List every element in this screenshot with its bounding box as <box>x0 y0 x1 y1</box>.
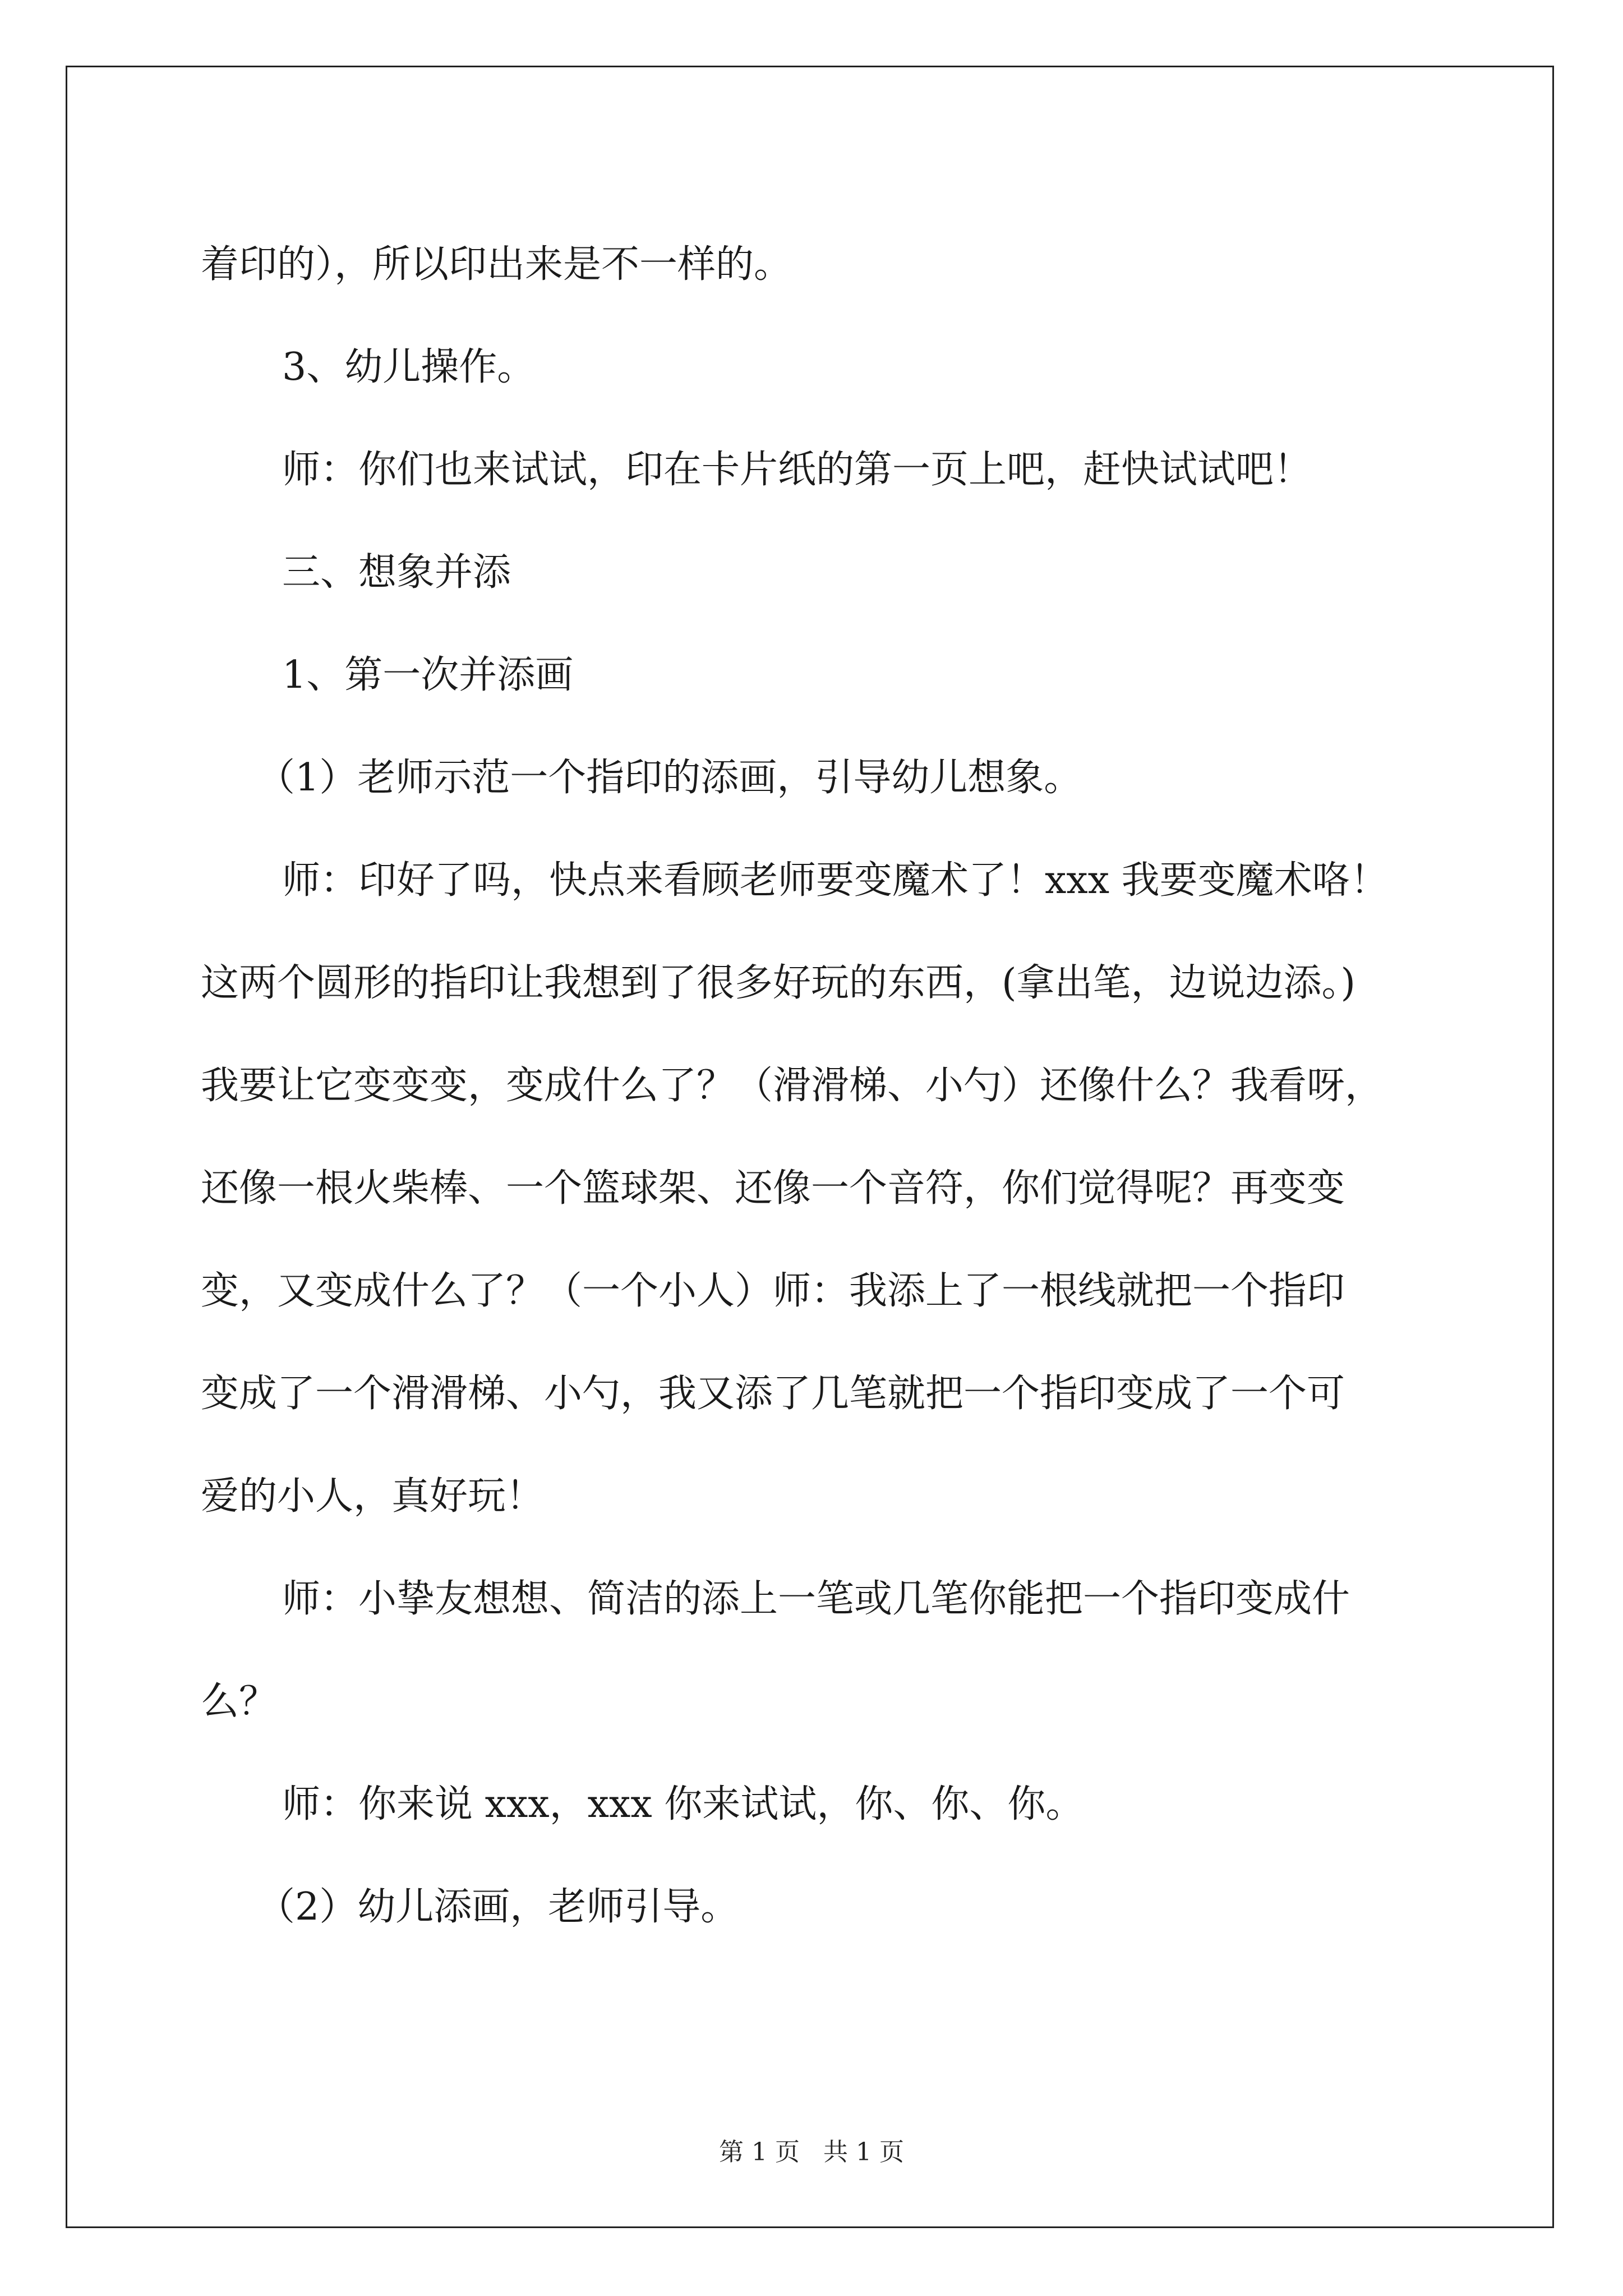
paragraph-line: 还像一根火柴棒、一个篮球架、还像一个音符，你们觉得呢？再变变 <box>201 1166 1345 1211</box>
paragraph-line: 这两个圆形的指印让我想到了很多好玩的东西，(拿出笔，边说边添。) <box>201 961 1356 1005</box>
document-body <box>201 213 1435 1958</box>
paragraph-line: 变，又变成什么了？（一个小人）师：我添上了一根线就把一个指印 <box>201 1269 1345 1313</box>
paragraph-line: （1）老师示范一个指印的添画，引导幼儿想象。 <box>257 756 1082 800</box>
section-heading: 三、想象并添 <box>282 550 511 595</box>
paragraph-line: 师：你们也来试试，印在卡片纸的第一页上吧，赶快试试吧！ <box>282 448 1312 492</box>
page-number-total: 共 1 页 <box>823 2138 904 2166</box>
paragraph-line: 着印的），所以印出来是不一样的。 <box>201 242 792 287</box>
paragraph-line: 3、幼儿操作。 <box>282 345 536 389</box>
paragraph-line: 爱的小人，真好玩！ <box>201 1474 545 1519</box>
paragraph-line: 么？ <box>201 1680 278 1724</box>
subsection-heading: 1、第一次并添画 <box>282 653 574 697</box>
paragraph-line: 师：小挚友想想、简洁的添上一笔或几笔你能把一个指印变成什 <box>282 1577 1350 1621</box>
paragraph-line: 我要让它变变变，变成什么了？（滑滑梯、小勺）还像什么？我看呀， <box>201 1064 1384 1108</box>
paragraph-line: 变成了一个滑滑梯、小勺，我又添了几笔就把一个指印变成了一个可 <box>201 1372 1345 1416</box>
paragraph-line: （2）幼儿添画，老师引导。 <box>257 1885 739 1929</box>
paragraph-line: 师：你来说 xxx，xxx 你来试试，你、你、你。 <box>282 1782 1084 1826</box>
paragraph-line: 师：印好了吗，快点来看顾老师要变魔术了！xxx 我要变魔术咯！ <box>282 858 1389 903</box>
page-footer <box>0 2132 1623 2168</box>
page-number-current: 第 1 页 <box>719 2138 800 2166</box>
